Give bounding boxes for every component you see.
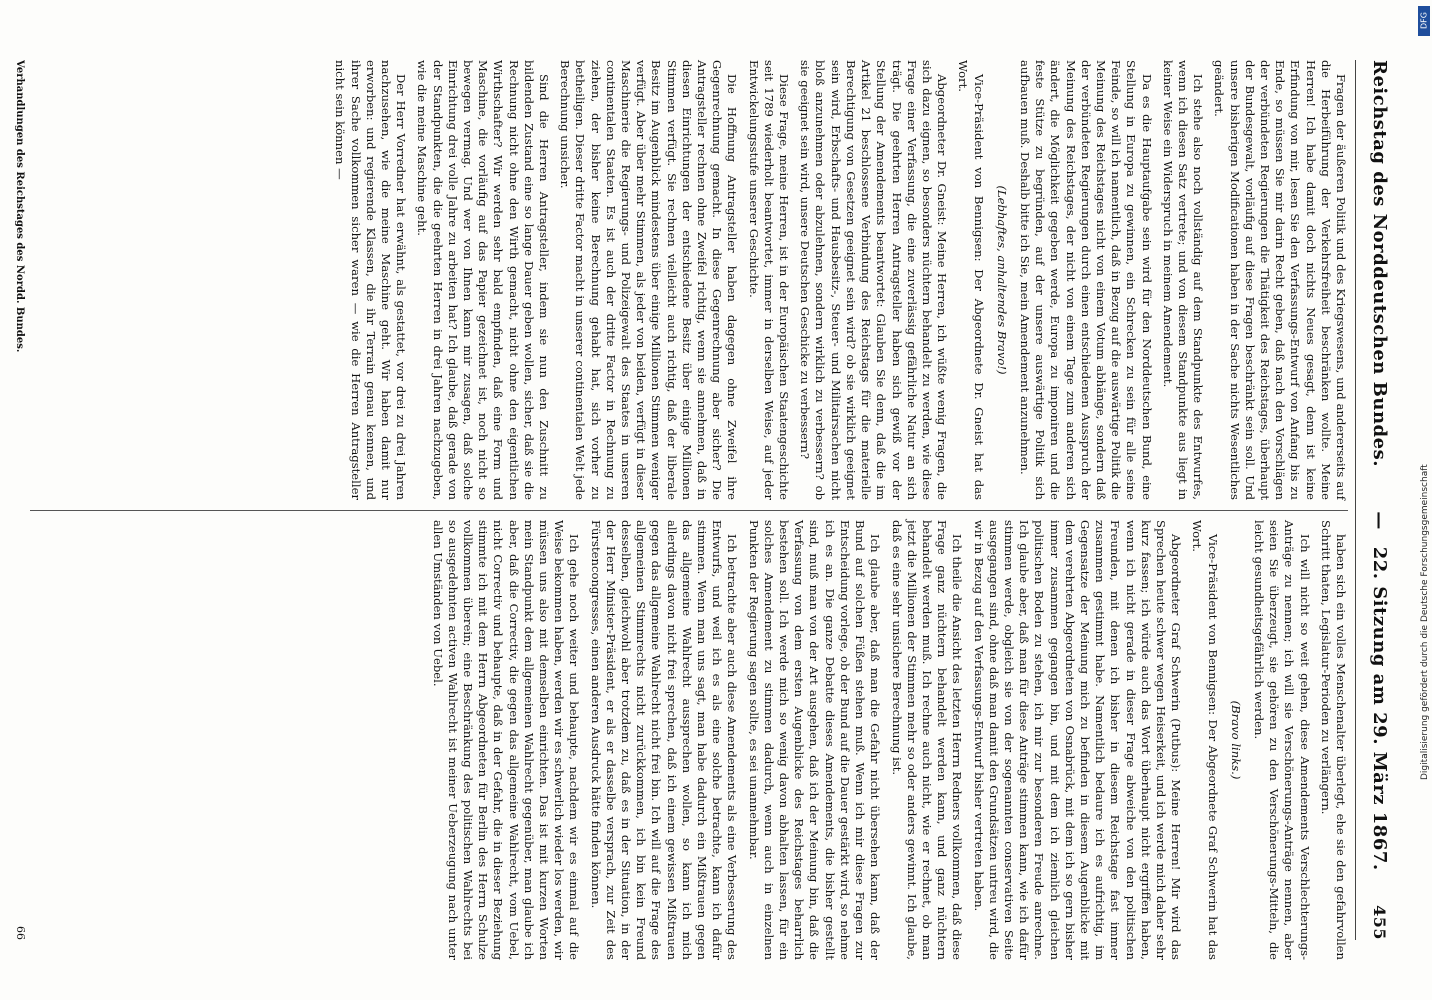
- right-column-paragraph: Ich betrachte aber auch diese Amendements als eine Verbesserung des Entwurfs, und weil ich es als eine solche betrachte, kann ich dafür stimmen. Wenn man uns sagt, man habe dadurch ein Mißtrauen gegen das allgemeine Wahlrecht aussprechen wollen, so kann ich mich allerdings davon nicht frei sprechen, daß ich einem gewissen Mißtrauen gegen das allgemeine Wahlrecht nicht frei bin. Ich will auf die Frage des allgemeinen Stimmrechts nicht zurückkommen, ich bin kein Freund desselben, gleichwohl aber trotzdem zu, daß es in der Situation, in der der Herr Minister-Präsident, er als er dasselbe versprach, zur Zeit des Fürstencongresses, einen anderen Ausdruck hätte finden können.: [588, 520, 740, 960]
- left-column-paragraph: Fragen der äußeren Politik und des Kriegswesens, und andererseits auf die Herbeiführung der Verkehrsfreiheit beschränken wollte. Meine Herren! Ich habe damit doch nichts Neues gesagt, denn ist keine Erfindung von mir, lesen Sie den Verfassungs-Entwurf von Anfang bis zu Ende, so müssen Sie mir darin Recht geben, daß nach den Vorschlägen der verbündeten Regierungen die Thätigkeit des Reichstages, überhaupt der Bundesgewalt, vorläufig auf diese Fragen beschränkt sein soll. Und unsere bisherigen Modificationen haben in der Sache nichts Wesentliches geändert.: [1212, 60, 1348, 500]
- right-column-paragraph: haben sich ein volles Menschenalter überlegt, ehe sie den gefahrvollen Schritt thaten, Legislatur-Perioden zu verlängern.: [1318, 520, 1348, 960]
- left-column-paragraph: (Lebhaftes, anhaltendes Bravo!): [994, 185, 1009, 375]
- column-divider: [30, 510, 1348, 511]
- footer-note: Verhandlungen des Reichstages des Nordd. Bundes.: [14, 60, 25, 353]
- left-column-paragraph: Abgeordneter Dr. Gneist: Meine Herren, ich wüßte wenig Fragen, die sich dazu eignen, so besonders nüchtern behandelt zu werden, wie diese Frage einer Verfassung, die eine zuverlässig gefährliche Natur an sich trägt. Die geehrten Herren Antragsteller haben sich gewiß vor der Stellung der Amendements beantwortet: Glauben Sie denn, daß die im Artikel 21 beschlossene Verbindung des Reichstags für die materielle Berechtigung von Gesetzen geeignet sein wird? ob sie wirklich geeignet sein wird, Erbschafts- und Hausbesitz-, Steuer- und Militairsachen nicht bloß anzunehmen oder abzulehnen, sondern wirklich zu verbessern? ob sie geeignet sein wird, unsere Deutschen Geschicke zu verbessern?: [798, 60, 950, 500]
- right-column-paragraph: Ich theile die Ansicht des letzten Herrn Redners vollkommen, daß diese Frage ganz nüchtern behandelt werden kann, und ganz nüchtern behandelt werden muß. Ich rechne auch nicht, wie er rechnet, ob man jetzt die Millionen der Stimmen mehr so oder anders gewinnt. Ich glaube, daß es eine sehr unsichere Berechnung ist.: [889, 520, 965, 960]
- rotated-newspaper-page: [10, 20, 1400, 980]
- right-column-paragraph: Vice-Präsident von Bennigsen: Der Abgeordnete Graf Schwerin hat das Wort.: [1190, 520, 1220, 960]
- left-column-paragraph: Sind die Herren Antragsteller, indem sie nun den Zuschnitt zu bildenden Zustand eine so lange Dauer geben wollen, sicher, daß sie die Rechnung nicht ohne den Wirth gemacht, nicht ohne den eigentlichen Wirthschafter? Wir werden sehr bald empfinden, daß eine Form und Maschine, die vorläufig auf das Papier gezeichnet ist, noch nicht so bewegen vermag. Und wer von Ihnen kann mir zusagen, daß solche Einrichtung drei volle Jahre zu arbeiten hat? Ich glaube, daß gerade von der Standpunkten, die die geehrten Herren in drei Jahren nachzugeben, wie die meine Maschine geht.: [415, 60, 552, 500]
- right-column: [30, 520, 1348, 960]
- left-column-paragraph: Der Herr Vorredner hat erwähnt, als gestattet, vor drei zu drei Jahren nachzusehen, wie die meine Maschine geht. Wir haben damit nur erworben: und regierende Klassen, die ihr Terrain genau kennen, und ihrer Sache vollkommen sicher waren — wie die Herren Antragsteller nicht sein können —: [333, 60, 409, 500]
- right-column-paragraph: Ich gehe noch weiter und behaupte, nachdem wir es einmal auf die Weise bekommen haben, werden wir es schwerlich wieder los werden, wir müssen uns also mit demselben einrichten. Das ist mit kurzen Worten mein Standpunkt dem allgemeinen Wahlrecht gegenüber, man glaube ich aber, daß die Correctiv, die gegen das allgemeine Wahlrecht, vom Uebel, nicht Correctiv und behaupte, daß in der Gefahr, die in dieser Beziehung stimmte ich mit dem Herrn Abgeordneten für Berlin des Herrn Schulze vollkommen überein; eine Beschränkung des politischen Wahlrechts bei so ausgedehnten activen Wahlrecht ist meiner Ueberzeugung nach unter allen Umständen von Uebel.: [430, 520, 582, 960]
- left-column-paragraph: Diese Frage, meine Herren, ist in der Europäischen Staatengeschichte seit 1789 wiederholt beantwortet, immer in derselben Weise, auf jeder Entwickelungsstufe unserer Geschichte.: [746, 60, 792, 500]
- digitization-credit: Digitalisierung gefördert durch die Deutsche Forschungsgemeinschaft: [1420, 464, 1430, 780]
- page-header: [1355, 60, 1390, 940]
- header-session: 22. Sitzung am 29. März 1867.: [1369, 546, 1390, 871]
- right-column-paragraph: (Bravo links.): [1228, 700, 1243, 780]
- header-separator: —: [1369, 511, 1390, 530]
- left-column-paragraph: Die Hoffnung Antragsteller haben dagegen ohne Zweifel ihre Gegenrechnung gemacht. In diese Gegenrechnung aber sicher? Die Antragsteller rechnen ohne Zweifel richtig, wenn sie annehmen, daß in diesen Einrichtungen der entschiedene Besitz über einige Millionen Stimmen verfügt. Sie rechnen vielleicht auch richtig, daß der liberale Besitz im Augenblick mindestens über einige Millionen Stimmen weniger verfügt. Aber über mehr Stimmen, als jeder von beiden, verfügt in dieser Maschinerie die Regierungs- und Polizeigewalt des Staates in unseren continentalen Staaten. Es ist auch der dritte Factor in Rechnung zu ziehen, der bisher keine Berechnung gehabt hat, sich vorher zu betheiligen. Dieser dritte Factor macht in unserer continentalen Welt jede Berechnung unsicher.: [558, 60, 740, 500]
- sheet-signature: 66: [14, 926, 27, 940]
- left-column-paragraph: Vice-Präsident von Bennigsen: Der Abgeordnete Dr. Gneist hat das Wort.: [956, 60, 986, 500]
- right-column-paragraph: Ich glaube aber, daß man die Gefahr nicht übersehen kann, daß der Bund auf solchen Füßen stehen muß. Wenn ich mir diese Fragen zur Entscheidung vorlege, ob der Bund auf die Dauer gestärkt wird, so nehme ich es an. Die ganze Debatte dieses Amendements, die bisher gestellt sind, muß man von der Art ausgehen, daß ich der Meinung bin, daß die Verfassung von dem ersten Augenblicke des Reichstages beharrlich bestehen soll. Ich werde mich so wenig davon abhalten lassen, für ein solches Amendement zu stimmen dadurch, wenn auch in einzelnen Punkten der Regierung sagen sollte, es sei unannehmbar.: [746, 520, 883, 960]
- right-column-paragraph: Abgeordneter Graf Schwerin (Putbus): Meine Herren! Mir wird das Sprechen heute schwer wegen Heiserkeit, und ich werde mich daher sehr kurz fassen; ich würde auch das Wort überhaupt nicht ergriffen haben, wenn ich nicht gerade in dieser Frage abweiche von den politischen Freunden, mit denen ich bisher in diesem Reichstage fast immer zusammen gestimmt habe. Namentlich bedaure ich es aufrichtig, im Gegensatze der Meinung mich zu befinden in diesem Augenblicke mit dem verehrten Abgeordneten von Osnabrück, mit dem ich so gern bisher immer zusammen gegangen bin, und mit dem ich ziemlich gleichen politischen Boden zu stehen, ich mir zur besonderen Freude anrechne. Ich glaube aber, daß man für diese Anträge stimmen kann, wie ich dafür stimmen werde, obgleich sie von der sogenannten conservativen Seite ausgegangen sind, ohne daß man damit den Grundsätzen untreu wird, die wir in Bezug auf den Verfassungs-Entwurf bisher vertreten haben.: [971, 520, 1184, 960]
- right-column-paragraph: Ich will nicht so weit gehen, diese Amendements Verschlechterungs-Anträge zu nennen; ich will sie Verschönerungs-Anträge nennen, aber seien Sie überzeugt, sie gehören zu den Verschönerungs-Mitteln, die leicht gesundheitsgefährlich werden.: [1251, 520, 1312, 960]
- left-column-paragraph: Da es die Hauptaufgabe sein wird für den Norddeutschen Bund, eine Stellung in Europa zu gewinnen, ein Schrecken zu sein für alle seine Feinde, so will ich namentlich, daß in Bezug auf die auswärtige Politik die Meinung des Reichstages nicht von einem Votum abhänge, sondern daß der verbündeten Regierungen durch einen entschiedenen Ausspruch der Meinung des Reichstages, der nicht von einem Tage zum anderen sich ändert, die Möglichkeit gegeben werde, Europa zu imponiren und die feste Stütze zu begründen, auf der unsere auswärtige Politik sich aufbauen muß. Deshalb bitte ich Sie, mein Amendement anzunehmen.: [1017, 60, 1154, 500]
- left-column-paragraph: Ich stehe also noch vollständig auf dem Standpunkte des Entwurfes, wenn ich diesen Satz vertrete; und von diesem Standpunkte aus liegt in keiner Weise ein Widerspruch in meinem Amendement.: [1160, 60, 1206, 500]
- left-column: [30, 60, 1348, 500]
- page-number: 455: [1370, 905, 1389, 940]
- header-title: Reichstag des Norddeutschen Bundes.: [1369, 60, 1390, 467]
- dfg-logo-icon: DFG: [1418, 6, 1430, 36]
